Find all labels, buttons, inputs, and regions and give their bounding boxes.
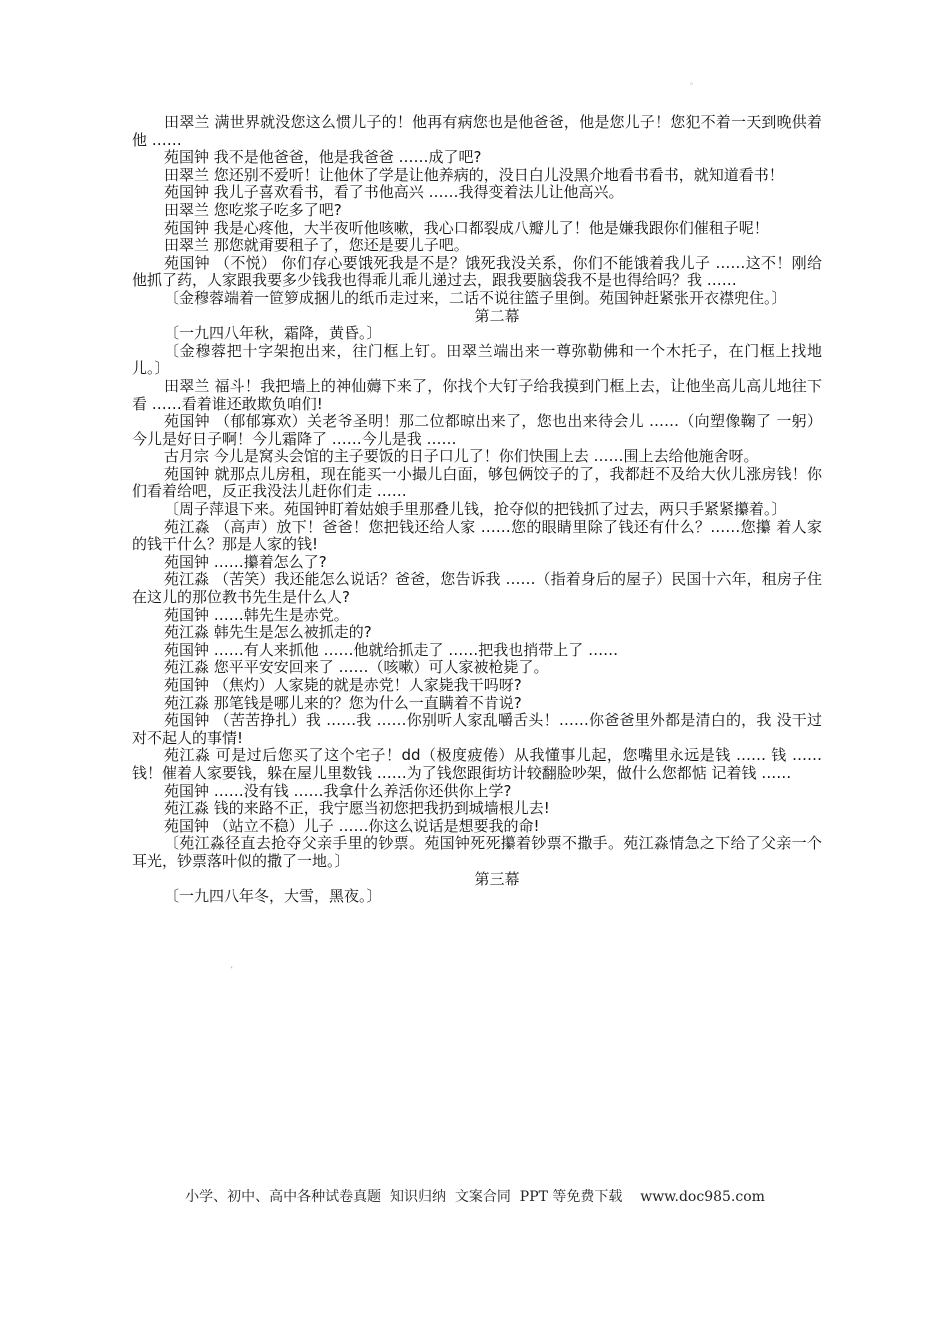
dialogue-line: 〔一九四八年冬，大雪，黑夜。〕 (164, 887, 382, 906)
page-footer (0, 1186, 950, 1206)
dialogue-line: 〔金穆蓉把十字架抱出来，往门框上钉。田翠兰端出来一尊弥勒佛和一个木托子，在门框上找地儿。〕 (132, 341, 822, 378)
dialogue-line: 苑国钟 （焦灼）人家毙的就是赤党！人家毙我干吗呀? (164, 676, 522, 694)
dialogue-line: 苑国钟 就那点儿房租，现在能买一小撮儿白面，够包俩饺子的了，我都赶不及给大伙儿涨房钱！你们看着给吧，反正我没法儿赶你们走 …… (132, 464, 822, 501)
dialogue-line: 苑国钟 我不是他爸爸，他是我爸爸 ……成了吧? (164, 148, 482, 167)
dialogue-line: 苑江淼 您平平安安回来了 ……（咳嗽）可人家被枪毙了。 (164, 658, 549, 677)
dialogue-line: 古月宗 今儿是窝头会馆的主子要饭的日子口儿了！你们快围上去 ……围上去给他施舍呀。 (164, 447, 759, 466)
dialogue-line: 田翠兰 那您就甭要租子了，您还是要儿子吧。 (164, 236, 469, 255)
script-text (132, 114, 822, 906)
act2-body (132, 325, 822, 870)
act1-tail (132, 114, 822, 308)
dialogue-line: 〔金穆蓉端着一笸箩成捆儿的纸币走过来，二话不说往篮子里倒。苑国钟赶紧张开衣襟兜住。〕 (164, 288, 787, 307)
act3-body (132, 888, 822, 906)
act2-title: 第二幕 (474, 306, 520, 325)
dialogue-line: 苑江淼 那笔钱是哪儿来的？您为什么一直瞒着不肯说? (164, 693, 522, 712)
dialogue-line: 苑江淼 可是过后您买了这个宅子！dd（极度疲倦）从我懂事儿起，您嘴里永远是钱 …… 钱 ……钱！催着人家要钱，躲在屋儿里数钱 ……为了钱您跟街坊计较翻脸吵架，做什么您都惦 记着钱 …… (132, 746, 822, 782)
dialogue-line: 苑国钟 我是心疼他，大半夜听他咳嗽，我心口都裂成八瓣儿了！他是嫌我跟你们催租子呢！ (164, 218, 769, 237)
dialogue-line: 〔周子萍退下来。苑国钟盯着姑娘手里那叠儿钱，抢夺似的把钱抓了过去，两只手紧紧攥着。〕 (164, 500, 787, 519)
dialogue-line: 苑江淼 （苦笑）我还能怎么说话？爸爸，您告诉我 ……（指着身后的屋子）民国十六年，租房子住在这儿的那位教书先生是什么人? (132, 570, 822, 607)
dialogue-line: 〔一九四八年秋，霜降，黄昏。〕 (164, 324, 382, 343)
dialogue-line: 〔苑江淼径直去抢夺父亲手里的钞票。苑国钟死死攥着钞票不撒手。苑江淼情急之下给了父亲一个耳光，钞票落叶似的撒了一地。〕 (132, 834, 822, 870)
dialogue-line: 苑国钟 （苦苦挣扎）我 ……我 ……你别听人家乱嚼舌头！……你爸爸里外都是清白的，我 没干过对不起人的事情! (132, 711, 822, 747)
dialogue-line: 苑国钟 我儿子喜欢看书，看了书他高兴 ……我得变着法儿让他高兴。 (164, 183, 624, 202)
dialogue-line: 苑国钟 （郁郁寡欢）关老爷圣明！那二位都晾出来了，您也出来待会儿 ……（向塑像鞠了 一躬）今儿是好日子啊！今儿霜降了 ……今儿是我 …… (132, 412, 822, 448)
dialogue-line: 田翠兰 福斗！我把墙上的神仙薅下来了，你找个大钉子给我摸到门框上去，让他坐高儿高儿地往下看 ……看着谁还敢欺负咱们! (132, 376, 822, 413)
dialogue-line: 苑江淼 韩先生是怎么被抓走的? (164, 623, 372, 642)
stray-mark: ' (231, 966, 233, 973)
dialogue-line: 苑国钟 ……没有钱 ……我拿什么养活你还供你上学? (164, 781, 512, 800)
dialogue-line: 苑国钟 （不悦） 你们存心要饿死我是不是？饿死我没关系，你们不能饿着我儿子 ……这不！刚给他抓了药，人家跟我要多少钱我也得乖儿乖儿递过去，跟我要脑袋我不是也得给吗？我 …… (132, 253, 822, 290)
dialogue-line: 苑国钟 ……有人来抓他 ……他就给抓走了 ……把我也捎带上了 …… (164, 640, 619, 659)
footer-url: www.doc985.com (640, 1189, 765, 1205)
dialogue-line: 田翠兰 满世界就没您这么惯儿子的！他再有病您也是他爸爸，他是您儿子！您犯不着一天到晚供着他 …… (132, 113, 822, 149)
dialogue-line: 田翠兰 您还别不爱听！让他休了学是让他养病的，没日白儿没黑介地看书看书，就知道看书！ (164, 165, 784, 184)
dialogue-line: 苑江淼 （高声）放下！爸爸！您把钱还给人家 ……您的眼睛里除了钱还有什么？……您攥 着人家的钱干什么？那是人家的钱! (132, 517, 822, 554)
dialogue-line: 田翠兰 您吃浆子吃多了吧? (164, 200, 342, 219)
dialogue-line: 苑国钟 （站立不稳）儿子 ……你这么说话是想要我的命! (164, 816, 540, 835)
footer-text: 小学、初中、高中各种试卷真题 知识归纳 文案合同 PPT 等免费下载 (185, 1189, 623, 1205)
corner-mark: 。 (690, 77, 698, 86)
dialogue-line: 苑江淼 钱的来路不正，我宁愿当初您把我扔到城墙根儿去! (164, 799, 550, 818)
act3-title: 第三幕 (474, 869, 520, 888)
dialogue-line: 苑国钟 ……韩先生是赤党。 (164, 605, 349, 624)
dialogue-line: 苑国钟 ……攥着怎么了? (164, 552, 327, 571)
